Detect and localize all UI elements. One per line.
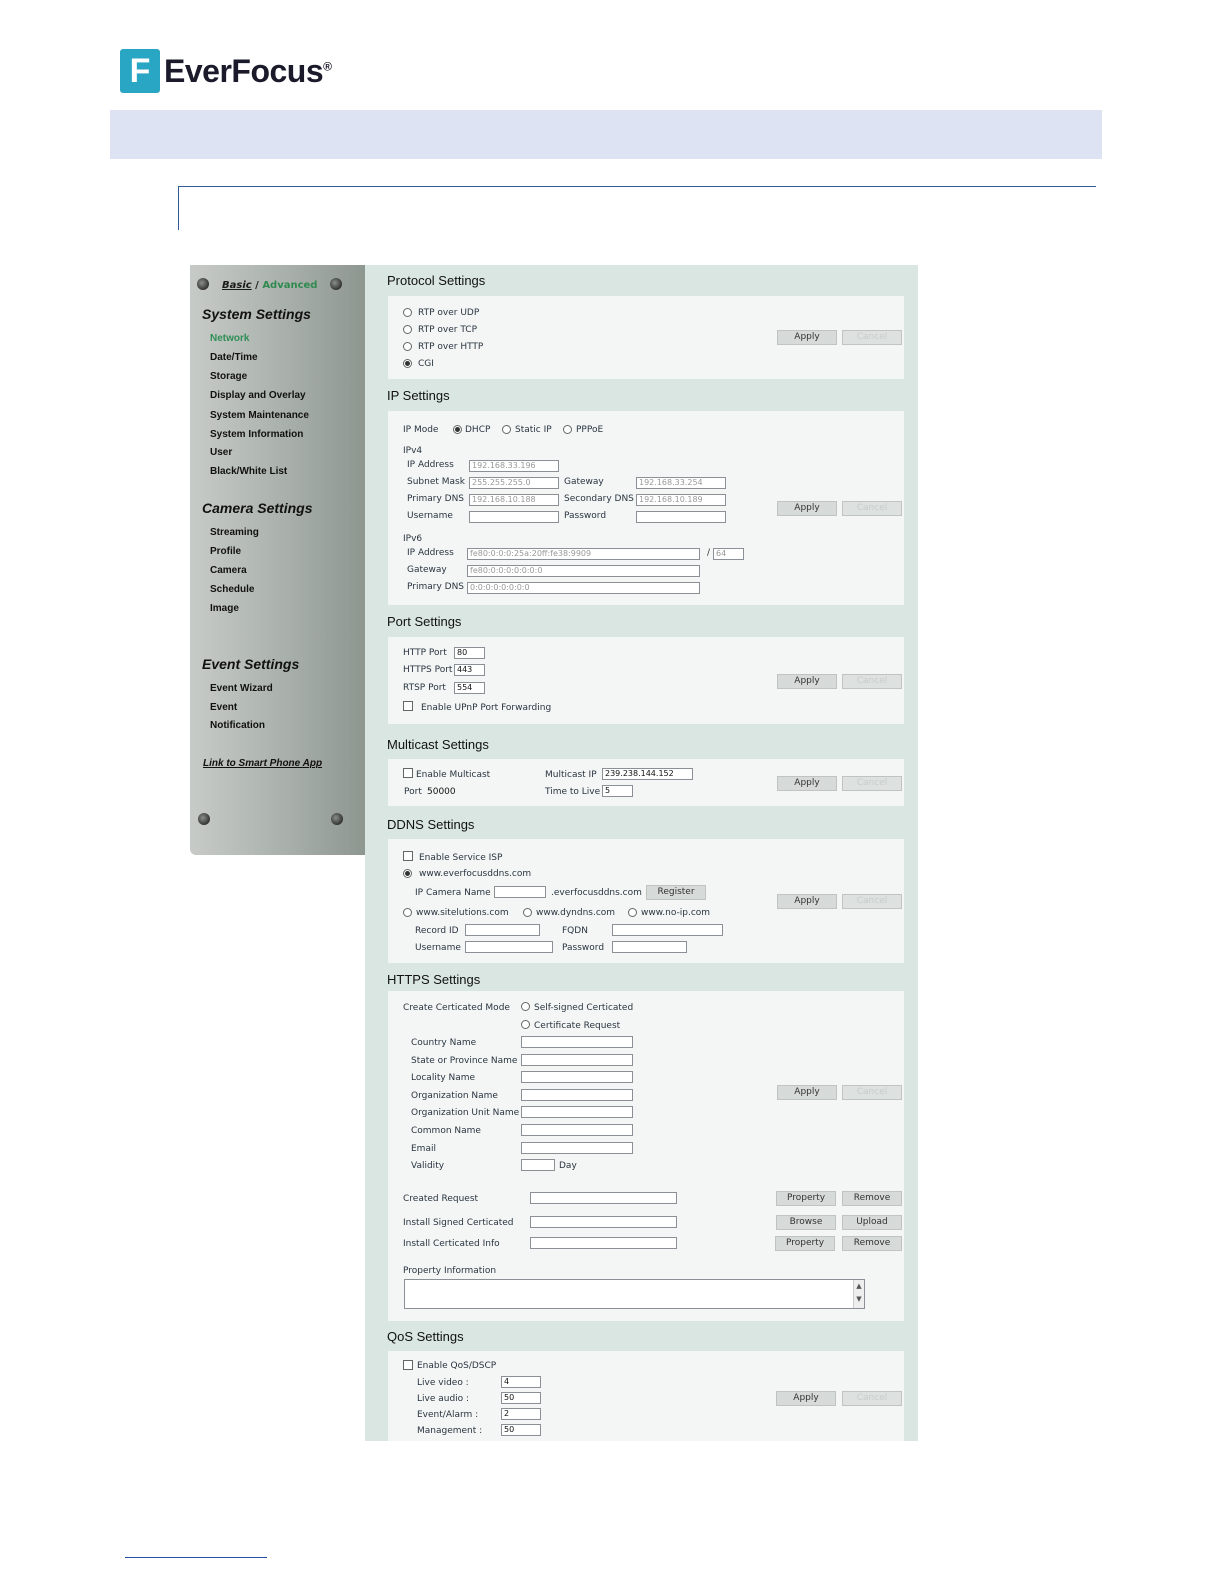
label-everfocusddns: www.everfocusddns.com bbox=[419, 869, 532, 879]
fqdn-input[interactable] bbox=[612, 924, 723, 936]
ddns-username-label: Username bbox=[415, 943, 461, 953]
rtsp-port-input[interactable]: 554 bbox=[454, 682, 485, 694]
locality-input[interactable] bbox=[521, 1071, 633, 1083]
radio-everfocusddns[interactable] bbox=[403, 869, 412, 878]
qos-live-video-label: Live video : bbox=[417, 1378, 469, 1388]
label-noip: www.no-ip.com bbox=[641, 908, 711, 918]
ddns-suffix-label: .everfocusddns.com bbox=[551, 888, 642, 898]
advanced-link[interactable]: Advanced bbox=[262, 280, 318, 291]
ddns-apply-button[interactable]: Apply bbox=[777, 894, 837, 909]
created-remove-button[interactable]: Remove bbox=[842, 1191, 902, 1206]
radio-rtp-udp[interactable] bbox=[403, 308, 412, 317]
ipv4-address-label: IP Address bbox=[407, 460, 454, 470]
ddns-cancel-button[interactable]: Cancel bbox=[842, 894, 902, 909]
ttl-label: Time to Live bbox=[545, 787, 601, 797]
ttl-input[interactable]: 5 bbox=[602, 785, 633, 797]
validity-label: Validity bbox=[411, 1161, 445, 1171]
https-cancel-button[interactable]: Cancel bbox=[842, 1085, 902, 1100]
locality-label: Locality Name bbox=[411, 1073, 476, 1083]
ip-camera-name-input[interactable] bbox=[494, 886, 546, 898]
label-rtp-udp: RTP over UDP bbox=[418, 308, 480, 318]
created-request-label: Created Request bbox=[403, 1194, 479, 1204]
logo-text: EverFocus bbox=[164, 52, 324, 89]
ipv6-address-input[interactable]: fe80:0:0:0:25a:20ff:fe38:9909 bbox=[467, 548, 700, 560]
ipv6-label: IPv6 bbox=[403, 534, 423, 544]
enable-isp-checkbox[interactable] bbox=[403, 851, 413, 861]
radio-pppoe[interactable] bbox=[563, 425, 572, 434]
ipv6-dns-input[interactable]: 0:0:0:0:0:0:0:0 bbox=[467, 582, 700, 594]
footer-rule bbox=[125, 1557, 267, 1558]
install-info-input[interactable] bbox=[530, 1237, 677, 1249]
email-input[interactable] bbox=[521, 1142, 633, 1154]
system-settings-heading: System Settings bbox=[202, 306, 311, 322]
sidebar-item-schedule[interactable]: Schedule bbox=[210, 584, 255, 595]
ip-username-input[interactable] bbox=[469, 511, 559, 523]
state-input[interactable] bbox=[521, 1054, 633, 1066]
multicast-ip-input[interactable]: 239.238.144.152 bbox=[602, 768, 693, 780]
fqdn-label: FQDN bbox=[562, 926, 588, 936]
ipv6-slash: / bbox=[707, 548, 711, 558]
logo-mark: F bbox=[120, 49, 160, 93]
primary-dns-input[interactable]: 192.168.10.188 bbox=[469, 494, 559, 506]
protocol-cancel-button[interactable]: Cancel bbox=[842, 330, 902, 345]
enable-qos-label: Enable QoS/DSCP bbox=[417, 1361, 497, 1371]
ddns-username-input[interactable] bbox=[465, 941, 553, 953]
qos-live-audio-label: Live audio : bbox=[417, 1394, 470, 1404]
enable-qos-checkbox[interactable] bbox=[403, 1360, 413, 1370]
ip-camera-name-label: IP Camera Name bbox=[415, 888, 491, 898]
sidebar-item-display-overlay[interactable]: Display and Overlay bbox=[210, 390, 306, 401]
country-name-input[interactable] bbox=[521, 1036, 633, 1048]
gateway-label: Gateway bbox=[564, 477, 604, 487]
browse-button[interactable]: Browse bbox=[776, 1215, 836, 1230]
multicast-port-value[interactable]: 50000 bbox=[427, 787, 456, 797]
property-info-textarea[interactable] bbox=[404, 1279, 865, 1309]
subnet-mask-input[interactable]: 255.255.255.0 bbox=[469, 477, 559, 489]
protocol-settings-title: Protocol Settings bbox=[387, 273, 486, 288]
qos-event-alarm-label: Event/Alarm : bbox=[417, 1410, 479, 1420]
qos-management-input[interactable]: 50 bbox=[501, 1424, 541, 1436]
secondary-dns-label: Secondary DNS bbox=[564, 494, 634, 504]
radio-cgi[interactable] bbox=[403, 359, 412, 368]
multicast-settings-title: Multicast Settings bbox=[387, 737, 489, 752]
radio-static-ip[interactable] bbox=[502, 425, 511, 434]
smart-phone-app-link[interactable]: Link to Smart Phone App bbox=[203, 758, 323, 769]
sidebar-item-event[interactable]: Event bbox=[210, 702, 238, 713]
sidebar-item-streaming[interactable]: Streaming bbox=[210, 527, 259, 538]
sidebar-item-user[interactable]: User bbox=[210, 447, 233, 458]
label-dhcp: DHCP bbox=[465, 425, 491, 435]
radio-self-signed[interactable] bbox=[521, 1002, 530, 1011]
enable-multicast-checkbox[interactable] bbox=[403, 768, 413, 778]
label-dyndns: www.dyndns.com bbox=[536, 908, 616, 918]
country-name-label: Country Name bbox=[411, 1038, 477, 1048]
everfocus-logo bbox=[120, 48, 331, 94]
qos-live-video-input[interactable]: 4 bbox=[501, 1376, 541, 1388]
header-band bbox=[110, 110, 1102, 159]
label-pppoe: PPPoE bbox=[576, 425, 604, 435]
screw-icon bbox=[198, 813, 210, 825]
section-rule-vertical bbox=[178, 186, 179, 230]
info-property-button[interactable]: Property bbox=[775, 1236, 835, 1251]
radio-cert-request[interactable] bbox=[521, 1020, 530, 1029]
ip-settings-title: IP Settings bbox=[387, 388, 450, 403]
https-port-input[interactable]: 443 bbox=[454, 664, 485, 676]
qos-apply-button[interactable]: Apply bbox=[776, 1391, 836, 1406]
toggle-separator: / bbox=[251, 280, 263, 291]
label-static-ip: Static IP bbox=[515, 425, 552, 435]
sidebar-item-notification[interactable]: Notification bbox=[210, 720, 265, 731]
secondary-dns-input[interactable]: 192.168.10.189 bbox=[636, 494, 726, 506]
ddns-settings-title: DDNS Settings bbox=[387, 817, 475, 832]
ip-username-label: Username bbox=[407, 511, 453, 521]
qos-event-alarm-input[interactable]: 2 bbox=[501, 1408, 541, 1420]
radio-noip[interactable] bbox=[628, 908, 637, 917]
ipv6-prefix-input[interactable]: 64 bbox=[713, 548, 744, 560]
textarea-scrollbar[interactable]: ▲ ▼ bbox=[853, 1280, 864, 1308]
basic-link[interactable]: Basic bbox=[222, 280, 252, 291]
label-sitelutions: www.sitelutions.com bbox=[416, 908, 509, 918]
upnp-label: Enable UPnP Port Forwarding bbox=[421, 703, 552, 713]
mode-toggle bbox=[222, 280, 317, 291]
radio-dyndns[interactable] bbox=[523, 908, 532, 917]
sidebar-item-blackwhite-list[interactable]: Black/White List bbox=[210, 466, 288, 477]
install-info-label: Install Certicated Info bbox=[403, 1239, 500, 1249]
common-name-input[interactable] bbox=[521, 1124, 633, 1136]
sidebar-item-camera[interactable]: Camera bbox=[210, 565, 247, 576]
register-button[interactable]: Register bbox=[646, 885, 706, 900]
org-unit-label: Organization Unit Name bbox=[411, 1108, 520, 1118]
ip-mode-label: IP Mode bbox=[403, 425, 439, 435]
validity-day-label: Day bbox=[559, 1161, 577, 1171]
created-request-input[interactable] bbox=[530, 1192, 677, 1204]
ipv4-address-input[interactable]: 192.168.33.196 bbox=[469, 460, 559, 472]
sidebar-item-profile[interactable]: Profile bbox=[210, 546, 242, 557]
qos-management-label: Management : bbox=[417, 1426, 483, 1436]
section-rule bbox=[178, 186, 1096, 187]
ipv4-label: IPv4 bbox=[403, 446, 423, 456]
organization-label: Organization Name bbox=[411, 1091, 498, 1101]
multicast-cancel-button[interactable]: Cancel bbox=[842, 776, 902, 791]
registered-mark: ® bbox=[323, 58, 332, 73]
label-cert-request: Certificate Request bbox=[534, 1021, 621, 1031]
created-property-button[interactable]: Property bbox=[776, 1191, 836, 1206]
ip-cancel-button[interactable]: Cancel bbox=[842, 501, 902, 516]
gateway-input[interactable]: 192.168.33.254 bbox=[636, 477, 726, 489]
ipv6-gateway-input[interactable]: fe80:0:0:0:0:0:0:0 bbox=[467, 565, 700, 577]
https-apply-button[interactable]: Apply bbox=[777, 1085, 837, 1100]
validity-input[interactable] bbox=[521, 1159, 555, 1171]
label-cgi: CGI bbox=[418, 359, 434, 369]
radio-rtp-http[interactable] bbox=[403, 342, 412, 351]
ipv6-address-label: IP Address bbox=[407, 548, 454, 558]
sidebar-item-storage[interactable]: Storage bbox=[210, 371, 248, 382]
ipv6-gateway-label: Gateway bbox=[407, 565, 447, 575]
common-name-label: Common Name bbox=[411, 1126, 481, 1136]
multicast-apply-button[interactable]: Apply bbox=[777, 776, 837, 791]
state-label: State or Province Name bbox=[411, 1056, 518, 1066]
screw-icon bbox=[197, 278, 209, 290]
rtsp-port-label: RTSP Port bbox=[403, 683, 446, 693]
sidebar-item-image[interactable]: Image bbox=[210, 603, 239, 614]
record-id-input[interactable] bbox=[465, 924, 540, 936]
qos-live-audio-input[interactable]: 50 bbox=[501, 1392, 541, 1404]
organization-input[interactable] bbox=[521, 1089, 633, 1101]
ddns-password-label: Password bbox=[562, 943, 605, 953]
upload-button[interactable]: Upload bbox=[842, 1215, 902, 1230]
record-id-label: Record ID bbox=[415, 926, 459, 936]
qos-cancel-button[interactable]: Cancel bbox=[842, 1391, 902, 1406]
radio-rtp-tcp[interactable] bbox=[403, 325, 412, 334]
sidebar-item-event-wizard[interactable]: Event Wizard bbox=[210, 683, 273, 694]
port-settings-title: Port Settings bbox=[387, 614, 462, 629]
ip-password-label: Password bbox=[564, 511, 607, 521]
enable-multicast-label: Enable Multicast bbox=[416, 770, 491, 780]
org-unit-input[interactable] bbox=[521, 1106, 633, 1118]
https-port-label: HTTPS Port bbox=[403, 665, 453, 675]
primary-dns-label: Primary DNS bbox=[407, 494, 465, 504]
http-port-input[interactable]: 80 bbox=[454, 647, 485, 659]
ip-apply-button[interactable]: Apply bbox=[777, 501, 837, 516]
https-settings-title: HTTPS Settings bbox=[387, 972, 481, 987]
event-settings-heading: Event Settings bbox=[202, 656, 300, 672]
label-rtp-http: RTP over HTTP bbox=[418, 342, 484, 352]
label-self-signed: Self-signed Certicated bbox=[534, 1003, 634, 1013]
radio-sitelutions[interactable] bbox=[403, 908, 412, 917]
cert-mode-label: Create Certicated Mode bbox=[403, 1003, 510, 1013]
multicast-ip-label: Multicast IP bbox=[545, 770, 597, 780]
enable-isp-label: Enable Service ISP bbox=[419, 853, 503, 863]
http-port-label: HTTP Port bbox=[403, 648, 447, 658]
install-signed-input[interactable] bbox=[530, 1216, 677, 1228]
subnet-mask-label: Subnet Mask bbox=[407, 477, 465, 487]
property-info-label: Property Information bbox=[403, 1266, 497, 1276]
upnp-checkbox[interactable] bbox=[403, 701, 413, 711]
ipv6-dns-label: Primary DNS bbox=[407, 582, 465, 592]
qos-settings-title: QoS Settings bbox=[387, 1329, 464, 1344]
sidebar-item-system-maintenance[interactable]: System Maintenance bbox=[210, 410, 309, 421]
protocol-apply-button[interactable]: Apply bbox=[777, 330, 837, 345]
label-rtp-tcp: RTP over TCP bbox=[418, 325, 477, 335]
port-cancel-button[interactable]: Cancel bbox=[842, 674, 902, 689]
multicast-port-label: Port bbox=[404, 787, 422, 797]
ddns-password-input[interactable] bbox=[612, 941, 687, 953]
sidebar-item-datetime[interactable]: Date/Time bbox=[210, 352, 258, 363]
camera-settings-heading: Camera Settings bbox=[202, 500, 313, 516]
port-apply-button[interactable]: Apply bbox=[777, 674, 837, 689]
email-label: Email bbox=[411, 1144, 436, 1154]
screw-icon bbox=[330, 278, 342, 290]
ip-password-input[interactable] bbox=[636, 511, 726, 523]
screw-icon bbox=[331, 813, 343, 825]
radio-dhcp[interactable] bbox=[453, 425, 462, 434]
sidebar-item-system-information[interactable]: System Information bbox=[210, 429, 304, 440]
sidebar-item-network[interactable]: Network bbox=[210, 333, 250, 344]
info-remove-button[interactable]: Remove bbox=[842, 1236, 902, 1251]
install-signed-label: Install Signed Certicated bbox=[403, 1218, 514, 1228]
